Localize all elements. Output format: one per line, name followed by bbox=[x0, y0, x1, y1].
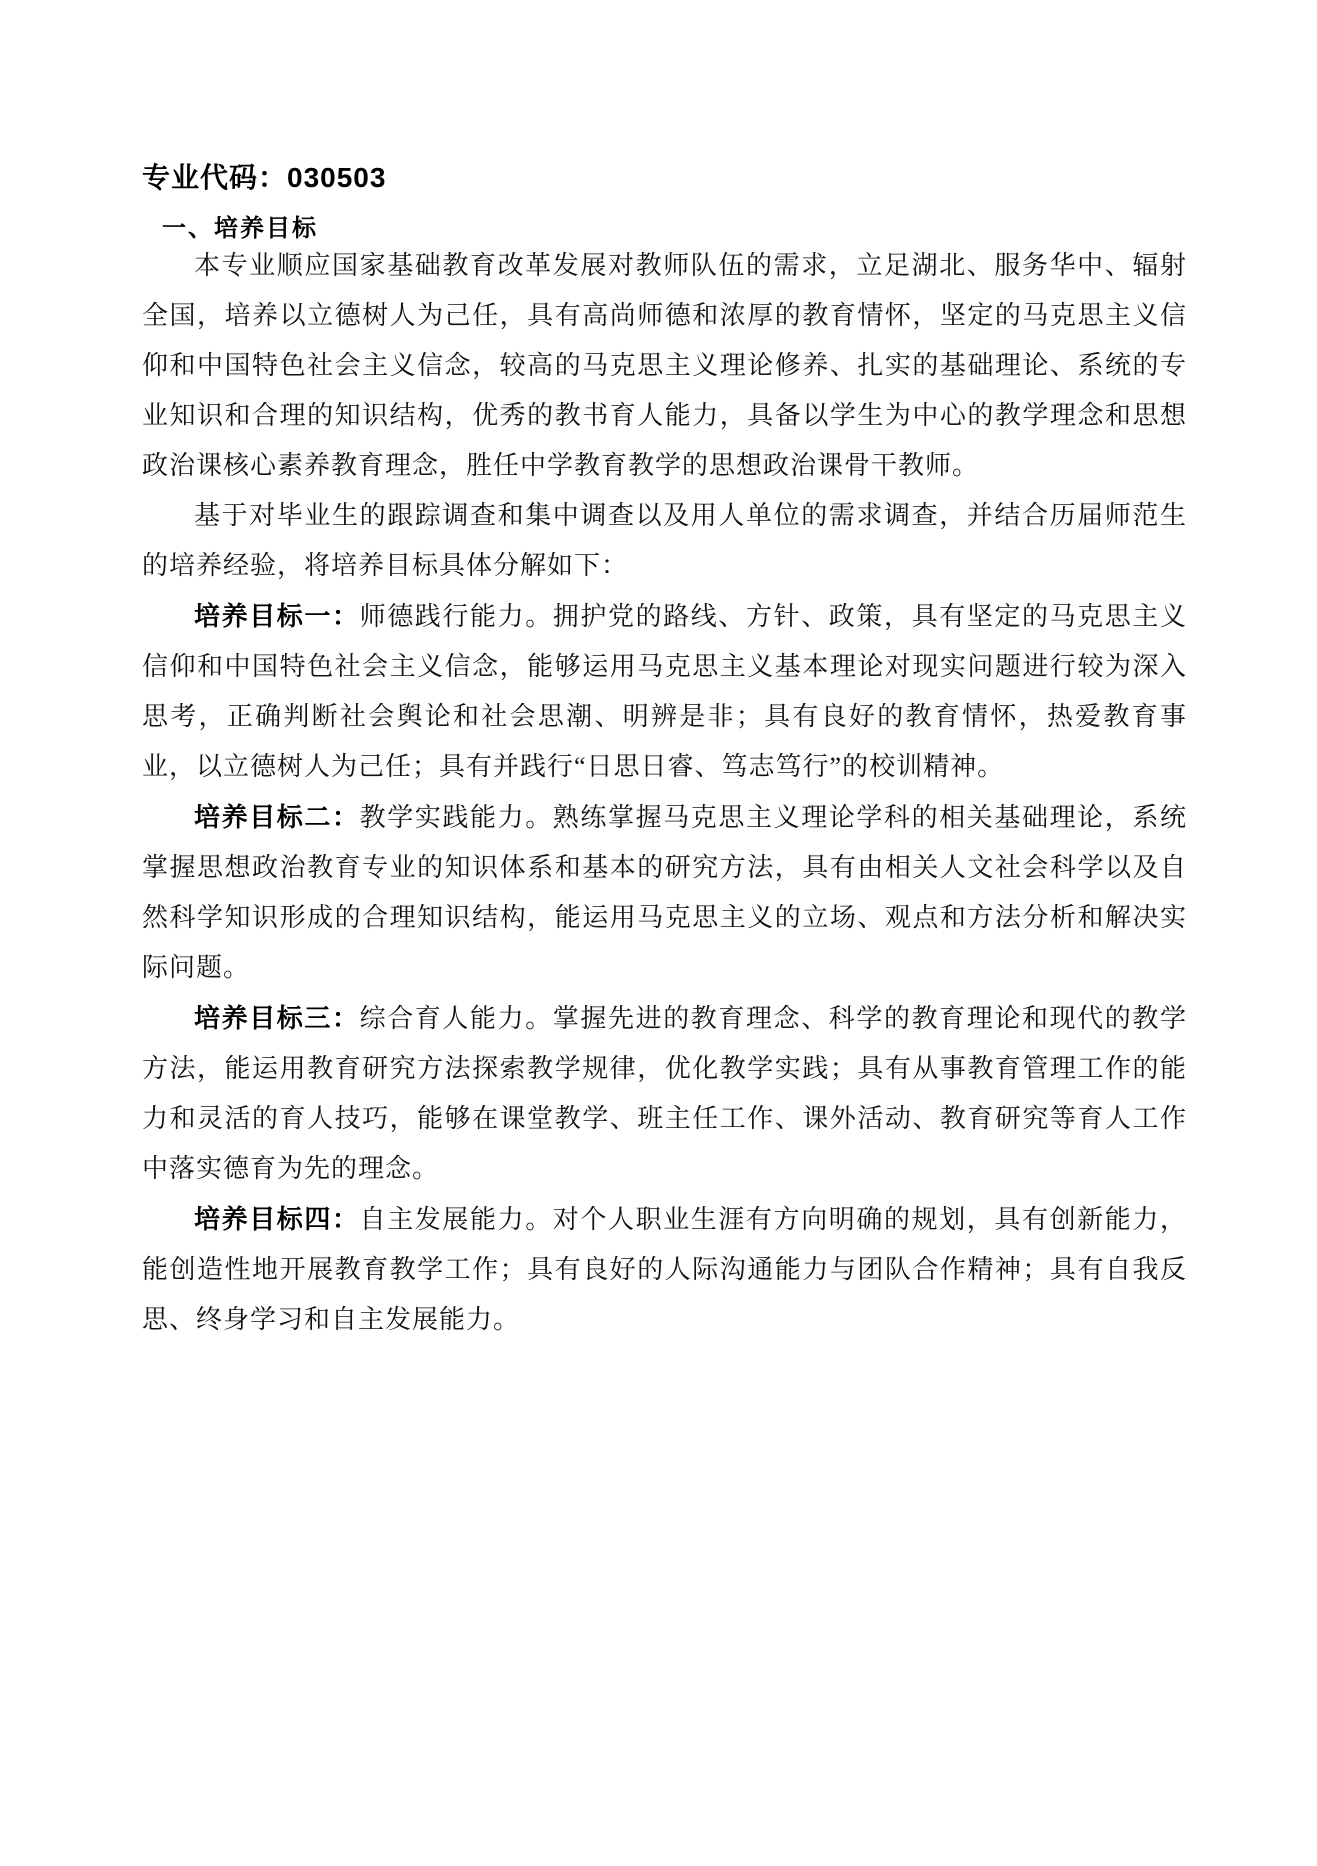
paragraph-objective-1 bbox=[142, 591, 1187, 792]
major-code-title: 专业代码：030503 bbox=[142, 162, 387, 193]
paragraph-text: 基于对毕业生的跟踪调查和集中调查以及用人单位的需求调查，并结合历届师范生的培养经验，将培养目标具体分解如下： bbox=[142, 501, 1187, 580]
paragraph-text: 综合育人能力。掌握先进的教育理念、科学的教育理论和现代的教学方法，能运用教育研究方法探索教学规律，优化教学实践；具有从事教育管理工作的能力和灵活的育人技巧，能够在课堂教学、班主任工作、课外活动、教育研究等育人工作中落实德育为先的理念。 bbox=[142, 1004, 1187, 1183]
paragraph-survey-basis bbox=[142, 491, 1187, 591]
paragraph-text: 本专业顺应国家基础教育改革发展对教师队伍的需求，立足湖北、服务华中、辐射全国，培养以立德树人为己任，具有高尚师德和浓厚的教育情怀，坚定的马克思主义信仰和中国特色社会主义信念，较高的马克思主义理论修养、扎实的基础理论、系统的专业知识和合理的知识结构，优秀的教书育人能力，具备以学生为中心的教学理念和思想政治课核心素养教育理念，胜任中学教育教学的思想政治课骨干教师。 bbox=[142, 251, 1187, 480]
paragraph-objective-2 bbox=[142, 792, 1187, 993]
document-body bbox=[142, 241, 1187, 1345]
paragraph-objective-3 bbox=[142, 993, 1187, 1194]
objective-1-lead-label: 培养目标一： bbox=[194, 601, 360, 631]
paragraph-text: 教学实践能力。熟练掌握马克思主义理论学科的相关基础理论，系统掌握思想政治教育专业的知识体系和基本的研究方法，具有由相关人文社会科学以及自然科学知识形成的合理知识结构，能运用马克思主义的立场、观点和方法分析和解决实际问题。 bbox=[142, 803, 1187, 982]
paragraph-text: 自主发展能力。对个人职业生涯有方向明确的规划，具有创新能力，能创造性地开展教育教学工作；具有良好的人际沟通能力与团队合作精神；具有自我反思、终身学习和自主发展能力。 bbox=[142, 1205, 1187, 1334]
paragraph-text: 师德践行能力。拥护党的路线、方针、政策，具有坚定的马克思主义信仰和中国特色社会主义信念，能够运用马克思主义基本理论对现实问题进行较为深入思考，正确判断社会舆论和社会思潮、明辨是非；具有良好的教育情怀，热爱教育事业，以立德树人为己任；具有并践行“日思日睿、笃志笃行”的校训精神。 bbox=[142, 602, 1187, 781]
section-heading-training-objectives: 一、培养目标 bbox=[162, 215, 318, 242]
objective-3-lead-label: 培养目标三： bbox=[194, 1003, 360, 1033]
paragraph-objective-4 bbox=[142, 1194, 1187, 1345]
objective-2-lead-label: 培养目标二： bbox=[194, 802, 360, 832]
objective-4-lead-label: 培养目标四： bbox=[194, 1204, 360, 1234]
paragraph-overview bbox=[142, 241, 1187, 491]
